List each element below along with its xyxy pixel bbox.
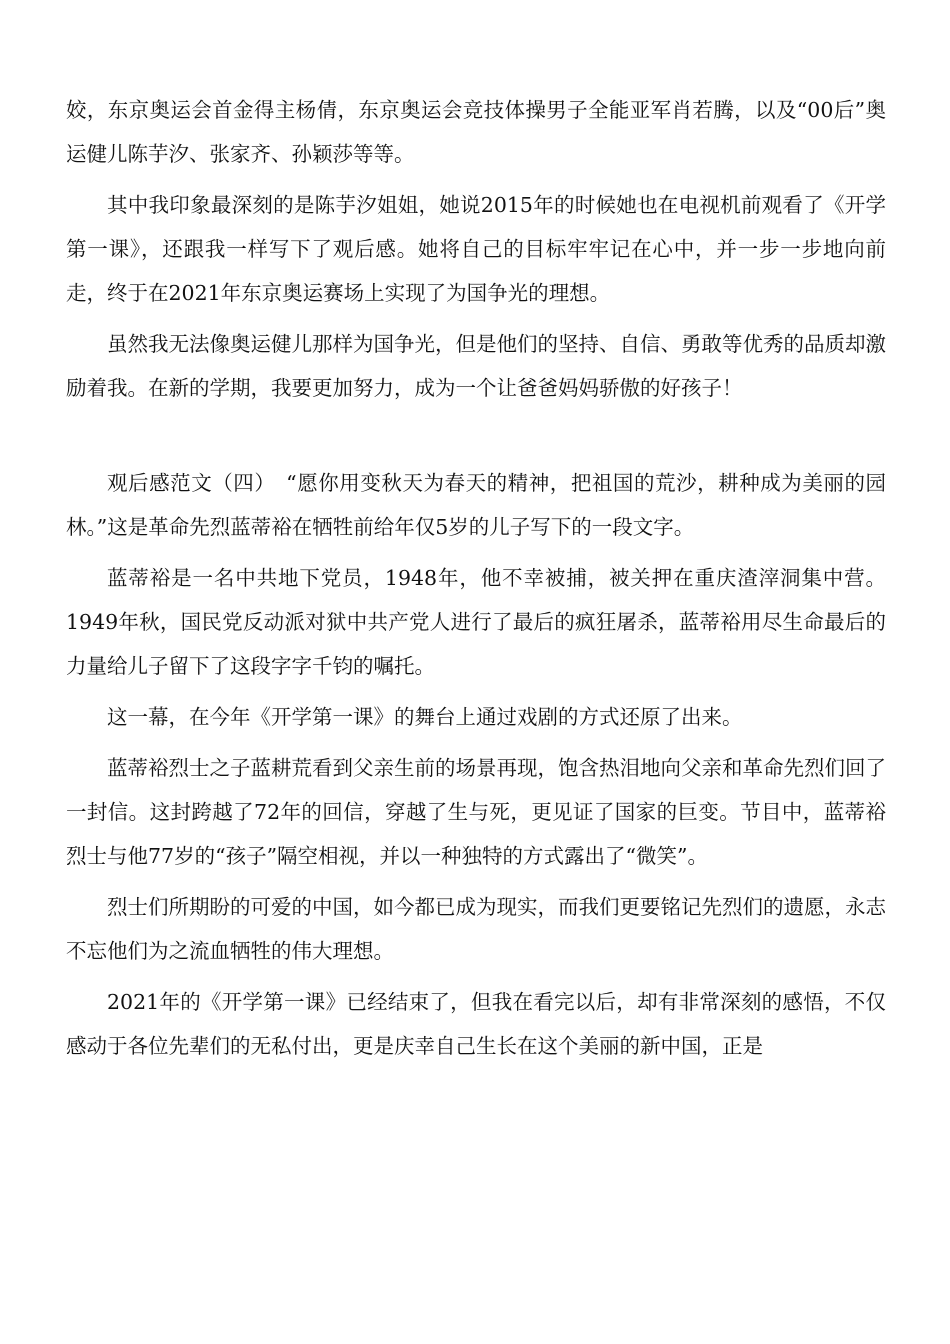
paragraph-athletes-continued: 姣，东京奥运会首金得主杨倩，东京奥运会竞技体操男子全能亚军肖若腾，以及“00后”奥运健儿陈芋汐、张家齐、孙颖莎等等。 [66, 98, 886, 166]
document-body [66, 88, 886, 1075]
paragraph-reflection: 2021年的《开学第一课》已经结束了，但我在看完以后，却有非常深刻的感悟，不仅感动于各位先辈们的无私付出，更是庆幸自己生长在这个美丽的新中国，正是 [66, 990, 886, 1058]
section-spacer [66, 417, 886, 461]
paragraph-resolution: 虽然我无法像奥运健儿那样为国争光，但是他们的坚持、自信、勇敢等优秀的品质却激励着我。在新的学期，我要更加努力，成为一个让爸爸妈妈骄傲的好孩子！ [66, 332, 886, 400]
paragraph-son-letter: 蓝蒂裕烈士之子蓝耕荒看到父亲生前的场景再现，饱含热泪地向父亲和革命先烈们回了一封信。这封跨越了72年的回信，穿越了生与死，更见证了国家的巨变。节目中，蓝蒂裕烈士与他77岁的“孩子”隔空相视，并以一种独特的方式露出了“微笑”。 [66, 756, 886, 868]
paragraph-essay-four-intro: 观后感范文（四） “愿你用变秋天为春天的精神，把祖国的荒沙，耕种成为美丽的园林。”这是革命先烈蓝蒂裕在牺牲前给年仅5岁的儿子写下的一段文字。 [66, 471, 886, 539]
paragraph-lan-diyu: 蓝蒂裕是一名中共地下党员，1948年，他不幸被捕，被关押在重庆渣滓洞集中营。1949年秋，国民党反动派对狱中共产党人进行了最后的疯狂屠杀，蓝蒂裕用尽生命最后的力量给儿子留下了这段字字千钧的嘱托。 [66, 566, 886, 678]
paragraph-stage-scene: 这一幕，在今年《开学第一课》的舞台上通过戏剧的方式还原了出来。 [107, 705, 743, 729]
paragraph-chen-yuxi: 其中我印象最深刻的是陈芋汐姐姐，她说2015年的时候她也在电视机前观看了《开学第一课》，还跟我一样写下了观后感。她将自己的目标牢牢记在心中，并一步一步地向前走，终于在2021年东京奥运赛场上实现了为国争光的理想。 [66, 193, 886, 305]
paragraph-martyrs-wish: 烈士们所期盼的可爱的中国，如今都已成为现实，而我们更要铭记先烈们的遗愿，永志不忘他们为之流血牺牲的伟大理想。 [66, 895, 886, 963]
